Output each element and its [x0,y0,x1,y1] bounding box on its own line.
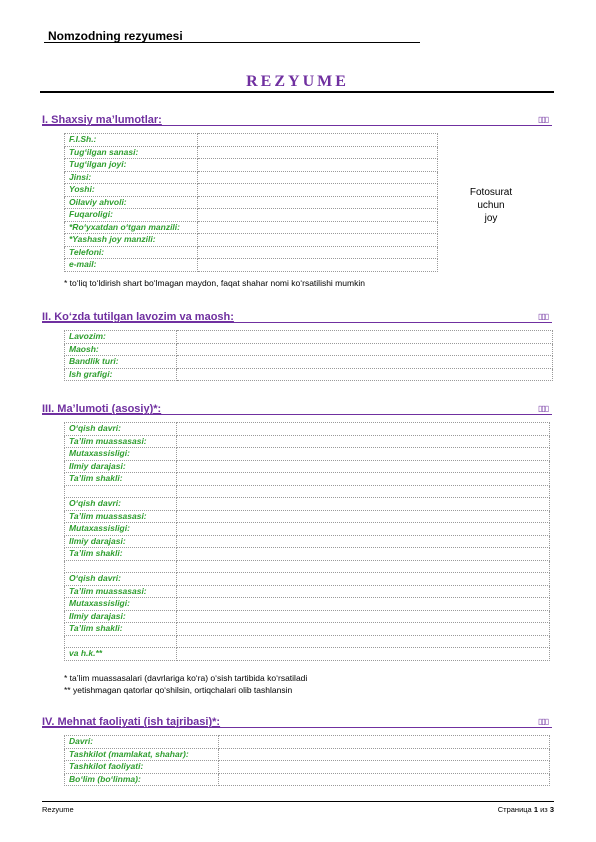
field-value[interactable] [177,585,550,598]
form-row [65,435,550,448]
form-row [65,171,438,184]
form-row [65,560,550,573]
field-label: Tashkilot faoliyati: [65,761,219,774]
field-label: Ta’lim muassasasi: [65,435,177,448]
field-value[interactable] [177,648,550,661]
field-label: Tug‘ilgan sanasi: [65,146,198,159]
field-value[interactable] [198,209,438,222]
field-value[interactable] [177,560,550,573]
photo-placeholder-line: joy [484,213,498,224]
page-title: REZYUME [246,73,349,90]
field-value[interactable] [198,134,438,147]
form-row [65,523,550,536]
form-row [65,761,550,774]
footer-page-word: Страница [497,805,532,814]
personal-note: * to‘liq to‘ldirish shart bo‘lmagan maydon, faqat shahar nomi ko‘rsatilishi mumkin [64,278,365,288]
field-value[interactable] [219,748,550,761]
field-label: F.I.Sh.: [65,134,198,147]
form-row [65,623,550,636]
field-value[interactable] [219,761,550,774]
form-row [65,485,550,498]
field-value[interactable] [198,159,438,172]
field-value[interactable] [177,573,550,586]
field-label: Tashkilot (mamlakat, shahar): [65,748,219,761]
form-row [65,331,553,344]
section-education-icon: ▯▯▯ [538,404,549,413]
form-row [65,146,438,159]
field-value[interactable] [198,246,438,259]
field-label: Bandlik turi: [65,356,177,369]
field-label: Lavozim: [65,331,177,344]
section-education-rule [42,414,552,415]
section-position-heading: II. Ko‘zda tutilgan lavozim va maosh: [42,311,234,323]
footer-page-current: 1 [533,805,538,814]
field-label: Yoshi: [65,184,198,197]
field-value[interactable] [177,368,553,381]
field-label: Telefoni: [65,246,198,259]
form-row [65,259,438,272]
form-row [65,585,550,598]
candidate-title-underline [44,42,420,43]
form-row [65,610,550,623]
section-personal-heading: I. Shaxsiy ma’lumotlar: [42,114,162,126]
candidate-title: Nomzodning rezyumesi [48,29,183,43]
form-row [65,368,553,381]
form-row [65,209,438,222]
field-value[interactable] [177,485,550,498]
footer-doc-name: Rezyume [42,805,74,814]
form-row [65,573,550,586]
form-row [65,598,550,611]
field-value[interactable] [177,356,553,369]
form-row [65,221,438,234]
field-label: Mutaxassisligi: [65,448,177,461]
field-value[interactable] [177,460,550,473]
form-row [65,548,550,561]
field-value[interactable] [177,623,550,636]
field-label: O‘qish davri: [65,423,177,436]
field-label: Mutaxassisligi: [65,523,177,536]
form-row [65,356,553,369]
section-personal-rule [42,125,552,126]
form-row [65,736,550,749]
field-label: Ilmiy darajasi: [65,535,177,548]
field-label: O‘qish davri: [65,498,177,511]
field-value[interactable] [177,343,553,356]
section-position-rule [42,322,552,323]
photo-placeholder-line: uchun [477,200,505,211]
field-label [65,635,177,648]
field-label: Ilmiy darajasi: [65,610,177,623]
field-value[interactable] [198,171,438,184]
field-value[interactable] [219,736,550,749]
field-label: Ta’lim shakli: [65,473,177,486]
field-label: Mutaxassisligi: [65,598,177,611]
education-note-2: ** yetishmagan qatorlar qo‘shilsin, ortiqchalari olib tashlansin [64,685,293,695]
title-rule [40,91,554,93]
form-row [65,748,550,761]
field-label: *Yashash joy manzili: [65,234,198,247]
field-value[interactable] [177,535,550,548]
field-value[interactable] [198,196,438,209]
field-value[interactable] [198,146,438,159]
personal-table [64,133,438,272]
form-row [65,343,553,356]
section-work-rule [42,727,552,728]
field-value[interactable] [177,448,550,461]
form-row [65,473,550,486]
field-value[interactable] [177,331,553,344]
field-label [65,560,177,573]
form-row [65,423,550,436]
field-label: e-mail: [65,259,198,272]
section-work-heading: IV. Mehnat faoliyati (ish tajribasi)*: [42,716,221,728]
field-label: *Ro‘yxatdan o‘tgan manzili: [65,221,198,234]
education-table [64,422,550,661]
field-value[interactable] [177,548,550,561]
field-value[interactable] [219,773,550,786]
education-note-1: * ta’lim muassasalari (davrlariga ko‘ra) o‘sish tartibida ko‘rsatiladi [64,673,308,683]
form-row [65,448,550,461]
footer-of-word: из [540,805,548,814]
form-row [65,498,550,511]
field-label: Ish grafigi: [65,368,177,381]
footer-rule [42,801,554,802]
field-value[interactable] [198,221,438,234]
section-position-icon: ▯▯▯ [538,312,549,321]
field-label: Fuqaroligi: [65,209,198,222]
field-label: va h.k.** [65,648,177,661]
field-value[interactable] [177,510,550,523]
field-value[interactable] [198,259,438,272]
field-label: Ta’lim shakli: [65,623,177,636]
form-row [65,460,550,473]
form-row [65,773,550,786]
form-row [65,184,438,197]
field-value[interactable] [177,610,550,623]
field-label: Davri: [65,736,219,749]
field-label: Ta’lim muassasasi: [65,585,177,598]
form-row [65,234,438,247]
form-row [65,159,438,172]
field-value[interactable] [177,423,550,436]
field-label: Tug‘ilgan joyi: [65,159,198,172]
field-value[interactable] [177,598,550,611]
form-row [65,196,438,209]
field-label: Bo‘lim (bo‘linma): [65,773,219,786]
field-value[interactable] [177,473,550,486]
field-label: Ta’lim muassasasi: [65,510,177,523]
form-row [65,134,438,147]
form-row [65,246,438,259]
field-value[interactable] [177,523,550,536]
field-value[interactable] [177,635,550,648]
field-value[interactable] [177,498,550,511]
photo-placeholder-line: Fotosurat [469,187,513,198]
section-personal-icon: ▯▯▯ [538,115,549,124]
field-value[interactable] [198,184,438,197]
field-value[interactable] [198,234,438,247]
form-row [65,648,550,661]
section-work-icon: ▯▯▯ [538,717,549,726]
photo-placeholder [458,186,524,225]
position-table [64,330,553,381]
field-label: Ilmiy darajasi: [65,460,177,473]
field-value[interactable] [177,435,550,448]
field-label: Ta’lim shakli: [65,548,177,561]
form-row [65,510,550,523]
footer-page-counter [498,805,554,814]
form-row [65,635,550,648]
section-education-heading: III. Ma’lumoti (asosiy)*: [42,403,162,415]
form-row [65,535,550,548]
field-label [65,485,177,498]
field-label: O‘qish davri: [65,573,177,586]
footer-page-total: 3 [549,805,554,814]
field-label: Maosh: [65,343,177,356]
field-label: Jinsi: [65,171,198,184]
work-table [64,735,550,786]
field-label: Oilaviy ahvoli: [65,196,198,209]
